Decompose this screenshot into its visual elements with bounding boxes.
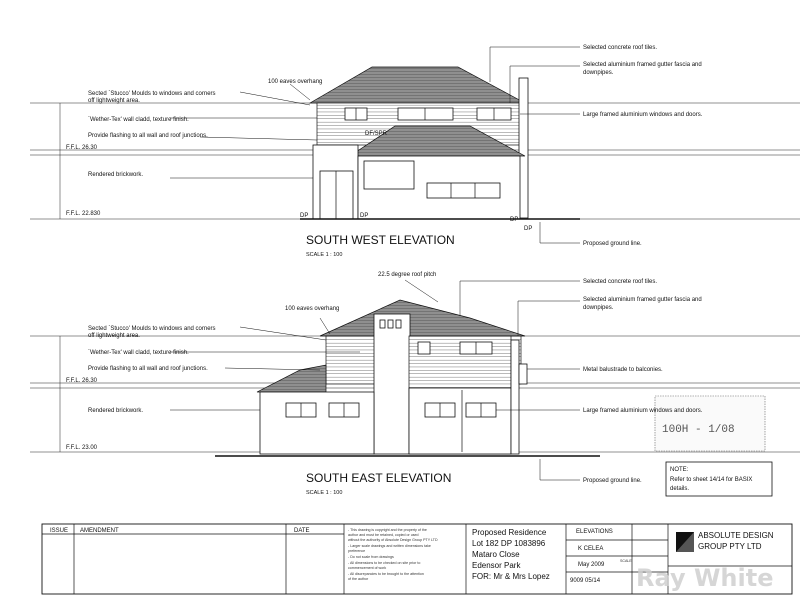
note-title: NOTE: [670,467,689,473]
se-note-gutter: Selected aluminium framed gutter fascia and [583,297,702,303]
sw-upper-roof [310,67,525,103]
sw-note-gutter-2: downpipes. [583,70,614,76]
watermark-logo: Ray White [636,564,774,592]
sw-ffl-upper: F.F.L. 26.30 [66,145,98,151]
sw-eaves-label: 100 eaves overhang [268,79,323,85]
sw-dp-left: DP [300,213,309,219]
se-eaves-label: 100 eaves overhang [285,306,340,312]
se-note-balustrade: Metal balustrade to balconies. [583,367,663,373]
tb-street: Mataro Close [472,550,520,559]
tb-lot: Lot 182 DP 1083896 [472,539,546,548]
se-note-roof: Selected concrete roof tiles. [583,279,658,285]
south-east-elevation [30,280,800,496]
stamp-number: 100H - 1/08 [662,424,735,436]
se-note-brickwork: Rendered brickwork. [88,408,144,414]
svg-text:without the authority of Absol: without the authority of Absolute Design Group PTY LTD [348,538,438,542]
sw-note-gutter: Selected aluminium framed gutter fascia and [583,62,702,68]
sw-note-brickwork: Rendered brickwork. [88,172,144,178]
svg-text:commencement of work: commencement of work [348,566,387,570]
se-note-ground: Proposed ground line. [583,478,642,484]
tb-date-value: May 2009 [578,562,605,568]
tb-drawn: K CELEA [578,546,604,552]
sw-note-windows: Large framed aluminium windows and doors. [583,112,703,118]
note-line-1: Refer to sheet 14/14 for BASIX [670,477,753,483]
sw-note-stucco: Sected `Stucco' Moulds to windows and corners [88,91,216,97]
tb-scale-label: SCALE [620,559,632,563]
tb-sheet-title: ELEVATIONS [576,529,613,535]
tb-issue-header: ISSUE [50,528,69,534]
sw-df-label: DF/SPR [365,131,388,137]
tb-date-header: DATE [294,528,310,534]
tb-amendment-header: AMENDMENT [80,528,119,534]
sw-note-stucco-2: off lightweight area. [88,98,140,104]
sw-note-roof: Selected concrete roof tiles. [583,45,658,51]
note-line-2: details. [670,486,690,492]
se-note-windows: Large framed aluminium windows and doors. [583,408,703,414]
tb-project: Proposed Residence [472,528,547,537]
tb-job-number: 9009 05/14 [570,578,601,584]
sw-dp-far: DP [524,226,533,232]
se-note-flashing: Provide flashing to all wall and roof junctions. [88,366,208,372]
svg-text:preference: preference [348,549,366,553]
se-ffl-upper: F.F.L. 26.30 [66,378,98,384]
sw-note-flashing: Provide flashing to all wall and roof junctions. [88,133,208,139]
tb-company-2: GROUP PTY LTD [698,542,762,551]
sw-scale: SCALE 1 : 100 [306,252,343,258]
sw-dp-mid: DP [360,213,369,219]
tb-company-1: ABSOLUTE DESIGN [698,531,774,540]
svg-text:author and must be retained, c: author and must be retained, copied or used [348,533,419,537]
se-note-cladding: `Wether-Tex' wall cladd, texture finish. [88,350,189,356]
sw-note-ground: Proposed ground line. [583,241,642,247]
svg-text:- Do not scale from drawings: - Do not scale from drawings [348,555,394,559]
south-west-elevation [30,47,800,243]
se-main-roof [320,300,525,336]
svg-text:- This drawing is copyright an: - This drawing is copyright and the property of the [348,528,427,532]
tb-suburb: Edensor Park [472,561,521,570]
sw-title: SOUTH WEST ELEVATION [306,233,455,247]
tb-client: FOR: Mr & Mrs Lopez [472,572,550,581]
se-note-stucco: Sected `Stucco' Moulds to windows and corners [88,326,216,332]
svg-text:- All discrepancies to be brou: - All discrepancies to be brought to the attention [348,572,424,576]
se-scale: SCALE 1 : 100 [306,490,343,496]
svg-text:- All dimensions to be checked: - All dimensions to be checked on site prior to [348,561,421,565]
sw-ffl-lower: F.F.L. 22.830 [66,211,101,217]
se-roof-pitch: 22.5 degree roof pitch [378,272,437,278]
sw-dp-right: DP [510,217,519,223]
svg-text:- Larger scale drawings and wr: - Larger scale drawings and written dimensions take [348,544,431,548]
se-ffl-lower: F.F.L. 23.00 [66,445,98,451]
se-note-stucco-2: off lightweight area. [88,333,140,339]
se-note-gutter-2: downpipes. [583,305,614,311]
svg-text:of the author: of the author [348,577,369,581]
se-title: SOUTH EAST ELEVATION [306,471,452,485]
sw-note-cladding: `Wether-Tex' wall cladd, texture finish. [88,117,189,123]
